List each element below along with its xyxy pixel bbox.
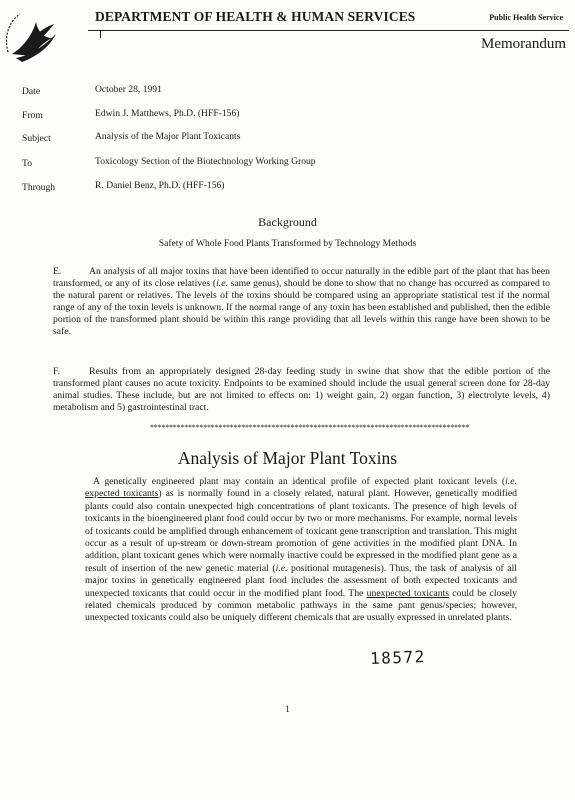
- background-subheading: Safety of Whole Food Plants Transformed by Technology Methods: [158, 238, 417, 249]
- analysis-text-4: could be closely related chemicals produced by common metabolic pathways in the same pant genus/species; however, unexpected toxicants could also be uniquely different chemicals that are usually expressed in unrelated plants.: [85, 587, 517, 624]
- memo-title: Memorandum: [481, 36, 566, 52]
- subject-label: Subject: [22, 133, 51, 144]
- analysis-paragraph: [85, 476, 517, 625]
- section-separator: ************************************************************************************: [150, 423, 470, 432]
- paragraph-f-label: F.: [53, 366, 61, 377]
- document-number: 18572: [369, 647, 426, 668]
- department-name: DEPARTMENT OF HEALTH & HUMAN SERVICES: [95, 9, 416, 24]
- header-rule-tick: [100, 30, 101, 38]
- header-rule: [88, 30, 569, 31]
- page-number: 1: [285, 704, 290, 715]
- analysis-underline-2: unexpected toxicants: [366, 587, 450, 599]
- paragraph-f: [53, 366, 550, 414]
- analysis-heading: Analysis of Major Plant Toxins: [177, 448, 398, 468]
- hhs-eagle-seal-icon: [2, 8, 66, 66]
- from-label: From: [22, 110, 43, 121]
- to-label: To: [22, 158, 32, 169]
- paragraph-e-text-1: An analysis of all major toxins that have been identified to occur naturally in the edible part of the plant that has been transformed, or any of its close relatives (: [53, 266, 550, 290]
- from-value: Edwin J. Matthews, Ph.D. (HFF-156): [95, 108, 240, 119]
- analysis-ital-1: i.e.: [505, 476, 517, 487]
- paragraph-e-label: E.: [53, 266, 62, 277]
- service-name: Public Health Service: [489, 13, 563, 22]
- date-value: October 28, 1991: [95, 84, 162, 95]
- through-value: R. Daniel Benz, Ph.D. (HFF-156): [95, 180, 225, 191]
- paragraph-e-ital: i.e.: [216, 278, 228, 290]
- analysis-underline-1: expected toxicants: [85, 488, 159, 500]
- paragraph-e-text-2: same genus), should be done to show that no change has occurred as compared to the natural parent or relatives. The levels of the toxins should be compared using an appropriate statistical test if the normal range of any of the toxin levels is unknown. If the normal range of any toxin has been established and published, then the edible portion of the transformed plant should be within this range providing that all levels within this range have been shown to be safe.: [53, 278, 550, 338]
- paragraph-e: [53, 266, 550, 339]
- background-heading: Background: [258, 215, 317, 229]
- paragraph-f-text: Results from an appropriately designed 28-day feeding study in swine that show that the edible portion of the transformed plant causes no acute toxicity. Endpoints to be examined should include the usual general screen done for 28-day animal studies. These include, but are not limited to effects on: 1) weight gain, 2) organ function, 3) electrolyte levels, 4) metabolism and 5) gastrointestinal tract.: [53, 366, 550, 414]
- to-value: Toxicology Section of the Biotechnology Working Group: [95, 156, 316, 167]
- subject-value: Analysis of the Major Plant Toxicants: [95, 131, 241, 142]
- analysis-text-1: A genetically engineered plant may contain an identical profile of expected plant toxicant levels (: [93, 476, 506, 487]
- through-label: Through: [22, 182, 56, 193]
- date-label: Date: [22, 86, 41, 97]
- analysis-ital-2: i.e.: [275, 562, 288, 574]
- analysis-text-3: positional mutagenesis). Thus, the task of analysis of all major toxins in genetically engineered plant food includes the assessment of both expected toxicants and unexpected toxicants that could occur in the modified plant food. The: [85, 562, 517, 599]
- analysis-text-2: ) as is normally found in a closely related, natural plant. However, genetically modified plants could also contain unexpected high concentrations of plant toxicants. The presence of high levels of toxicants in the bioengineered plant food could occur by two or more mechanisms. For example, normal levels of toxicants could be amplified through enhancement of toxicant gene transcription and translation. This might occur as a result of up-stream or down-stream promotion of gene activities in the modified plant DNA. In addition, plant toxicant genes which were normally inactive could be expressed in the modified plant gene as a result of insertion of the new genetic material (: [85, 488, 517, 574]
